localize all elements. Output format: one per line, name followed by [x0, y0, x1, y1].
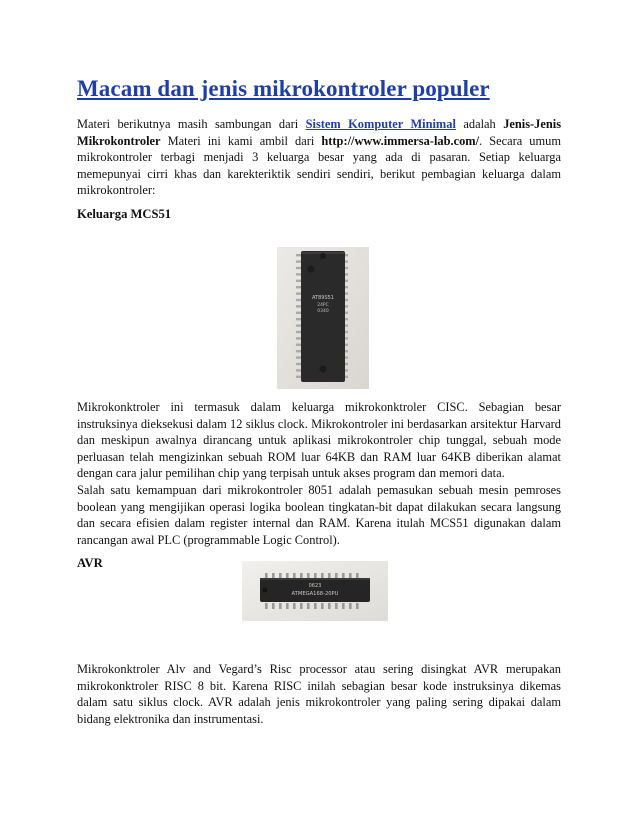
mcs51-chip-label-3: 0340 — [317, 309, 329, 314]
intro-line-2 — [77, 133, 561, 150]
mcs51-line: Mikrokonktroler ini termasuk dalam keluarga mikrokonktroler CISC. Sebagian besar — [77, 400, 561, 414]
intro-line-5: mikrokontroler: — [77, 183, 156, 198]
avr-chip-label-2: ATMEGA168-20PU — [291, 591, 339, 597]
intro-text: adalah — [463, 117, 496, 131]
intro-paragraph — [77, 116, 561, 199]
mcs51-chip-label-1: AT89S51 — [312, 295, 334, 301]
mcs51-heading: Keluarga MCS51 — [77, 207, 172, 221]
avr-line: bidang elektronika dan instrumentasi. — [77, 711, 264, 726]
avr-paragraph — [77, 661, 561, 727]
avr-line: dalam satu siklus clock. AVR adalah jenis mikrokontroler yang paling sering dipakai dalam — [77, 695, 561, 710]
mcs51-line: perluasan telah mengizinkan sebuah ROM luar 64KB dan RAM luar 64KB diberikan alamat — [77, 449, 561, 464]
intro-line-4: memepunyai cirri khas dan karekteriktik sendiri sendiri, berikut pembagian keluarga dalam — [77, 166, 561, 181]
mcs51-line: dan meskipun awalnya dirancang untuk aplikasi mikrokontroler chip tunggal, sebuah mode — [77, 433, 561, 448]
avr-line: mikrokonktroler RISC 8 bit. Karena RISC inilah sebagian besar kode instruksinya dikemas — [77, 678, 561, 693]
mcs51-line: dengan cara jalur pemilihan chip yang terpisah untuk akses program dan memori data. — [77, 466, 505, 481]
sistem-komputer-minimal-link[interactable]: Sistem Komputer Minimal — [305, 117, 456, 131]
avr-chip-image — [242, 561, 388, 621]
intro-text: Materi berikutnya masih sambungan dari — [77, 117, 299, 131]
avr-chip-label-1: 0623 — [308, 583, 322, 589]
mcs51-line: dan secara efisien dalam register internal dan RAM. Karena itulah MCS51 digunakan dalam — [77, 516, 561, 531]
mcs51-line: rancangan awal PLC (programmable Logic Control). — [77, 532, 340, 547]
mcs51-chip-image — [277, 247, 369, 389]
avr-line: Mikrokonktroler Alv and Vegard’s Risc processor atau sering disingkat AVR merupakan — [77, 662, 561, 676]
intro-bold-text: Jenis-Jenis — [503, 117, 562, 131]
mcs51-paragraph — [77, 399, 561, 548]
mcs51-line: instruksinya dieksekusi dalam 12 siklus clock. Mikrokontroler ini berdasarkan arsitektur Harvard — [77, 416, 561, 431]
avr-heading: AVR — [77, 556, 103, 570]
intro-line-1 — [77, 116, 561, 133]
page-title: Macam dan jenis mikrokontroler populer — [77, 76, 490, 101]
dip-28-chip-icon — [242, 561, 388, 621]
mcs51-chip-label-2: 24PC — [317, 303, 329, 308]
intro-text: . Secara umum — [479, 133, 561, 148]
dip-40-chip-icon — [277, 247, 369, 389]
mcs51-line: boolean yang mengijikan operasi logika boolean tingkatan-bit dapat dilakukan secara langsung — [77, 499, 561, 514]
immersa-lab-url[interactable]: http://www.immersa-lab.com/ — [321, 133, 480, 148]
intro-line-3: mikrokontroler terbagi menjadi 3 keluarga besar yang ada di pasaran. Setiap keluarga — [77, 150, 561, 165]
intro-bold-text: Mikrokontroler — [77, 133, 161, 148]
intro-text: Materi ini kami ambil dari — [167, 133, 315, 148]
mcs51-line: Salah satu kemampuan dari mikrokontroler 8051 adalah pemasukan sebuah mesin pemroses — [77, 482, 561, 497]
